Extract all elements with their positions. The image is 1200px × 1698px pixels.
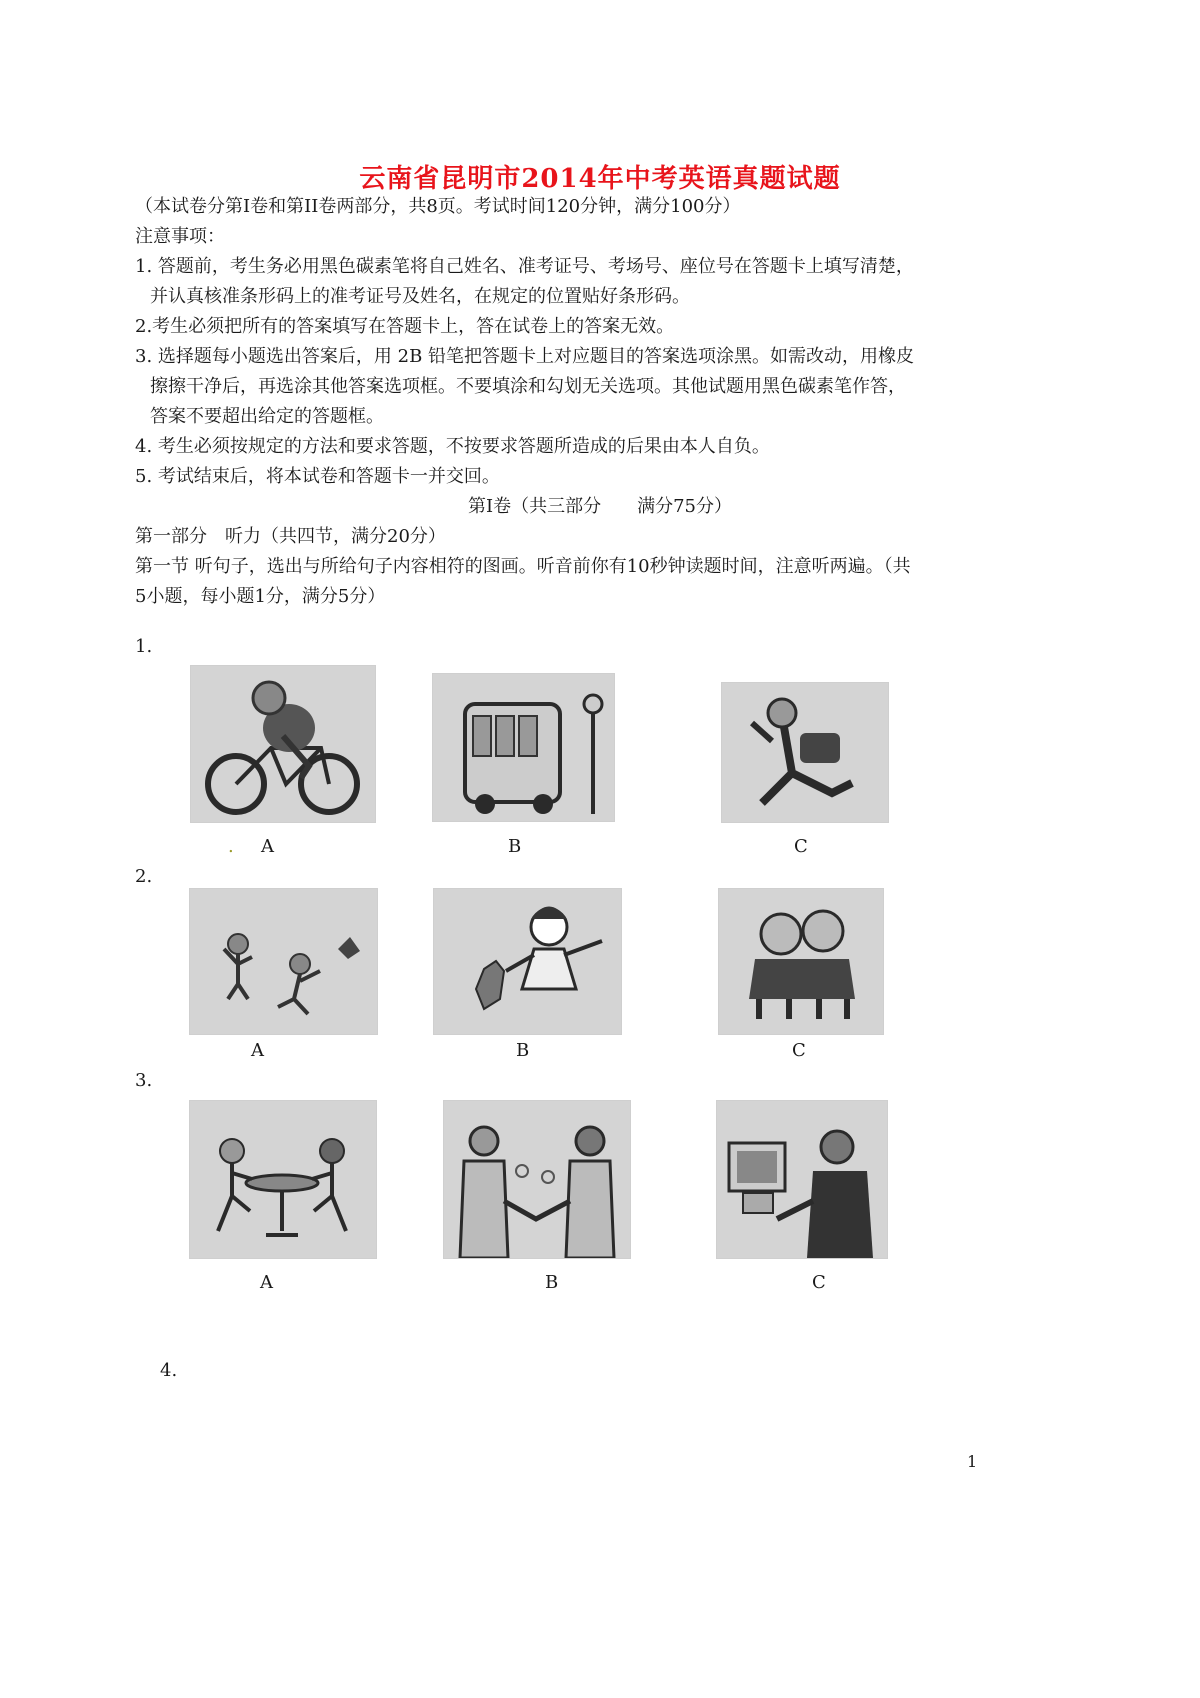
couple-table-drawing (190, 1101, 376, 1258)
girl-cat-drawing (434, 889, 621, 1034)
notice-3: 3. 选择题每小题选出答案后，用 2B 铅笔把答题卡上对应题目的答案选项涂黑。如需改动，用橡皮 (135, 346, 915, 367)
handshake-drawing (444, 1101, 630, 1258)
picture-girl-cat (433, 888, 622, 1035)
running-man-drawing (722, 683, 888, 822)
picture-handshake (443, 1100, 631, 1259)
question-number: 3. (135, 1070, 153, 1091)
option-label[interactable]: B (516, 1040, 530, 1061)
notice-5: 5. 考试结束后，将本试卷和答题卡一并交回。 (135, 466, 500, 487)
question-number: 2. (135, 866, 153, 887)
picture-bus (432, 673, 615, 822)
notice-1-cont: 并认真核准条形码上的准考证号及姓名，在规定的位置贴好条形码。 (150, 286, 690, 307)
picture-children-hugging (718, 888, 884, 1035)
option-label[interactable]: C (794, 836, 808, 857)
option-label[interactable]: A (251, 1040, 264, 1061)
option-label[interactable]: C (812, 1272, 826, 1293)
notice-1: 1. 答题前，考生务必用黑色碳素笔将自己姓名、准考证号、考场号、座位号在答题卡上填写清楚， (135, 256, 914, 277)
section-instruction-cont: 5小题，每小题1分，满分5分） (135, 586, 386, 607)
picture-computer (716, 1100, 888, 1259)
option-label[interactable]: A (261, 836, 274, 857)
picture-couple-table (189, 1100, 377, 1259)
volume-heading: 第I卷（共三部分 满分75分） (467, 496, 732, 517)
picture-children-playing (189, 888, 378, 1035)
notice-heading: 注意事项： (135, 226, 225, 247)
notice-4: 4. 考生必须按规定的方法和要求答题，不按要求答题所造成的后果由本人自负。 (135, 436, 770, 457)
notice-3-cont: 擦擦干净后，再选涂其他答案选项框。不要填涂和勾划无关选项。其他试题用黑色碳素笔作答， (150, 376, 906, 397)
children-playing-drawing (190, 889, 377, 1034)
picture-running-man (721, 682, 889, 823)
notice-3-cont2: 答案不要超出给定的答题框。 (150, 406, 384, 427)
option-label[interactable]: A (260, 1272, 273, 1293)
option-label[interactable]: C (792, 1040, 806, 1061)
part-heading: 第一部分 听力（共四节，满分20分） (135, 526, 446, 547)
question-number: 4. (160, 1360, 178, 1381)
option-label[interactable]: B (545, 1272, 559, 1293)
page-title: 云南省昆明市2014年中考英语真题试题 (359, 164, 841, 194)
section-instruction: 第一节 听句子，选出与所给句子内容相符的图画。听音前你有10秒钟读题时间，注意听两遍。（共 (135, 556, 911, 577)
children-hugging-drawing (719, 889, 883, 1034)
computer-drawing (717, 1101, 887, 1258)
page-number: 1 (967, 1452, 978, 1471)
stray-mark: . (228, 836, 234, 857)
intro-text: （本试卷分第I卷和第II卷两部分，共8页。考试时间120分钟，满分100分） (135, 196, 741, 217)
bus-drawing (433, 674, 614, 821)
question-number: 1. (135, 636, 153, 657)
option-label[interactable]: B (508, 836, 522, 857)
picture-bicycle (190, 665, 376, 823)
notice-2: 2.考生必须把所有的答案填写在答题卡上，答在试卷上的答案无效。 (135, 316, 675, 337)
bicycle-drawing (191, 666, 375, 822)
